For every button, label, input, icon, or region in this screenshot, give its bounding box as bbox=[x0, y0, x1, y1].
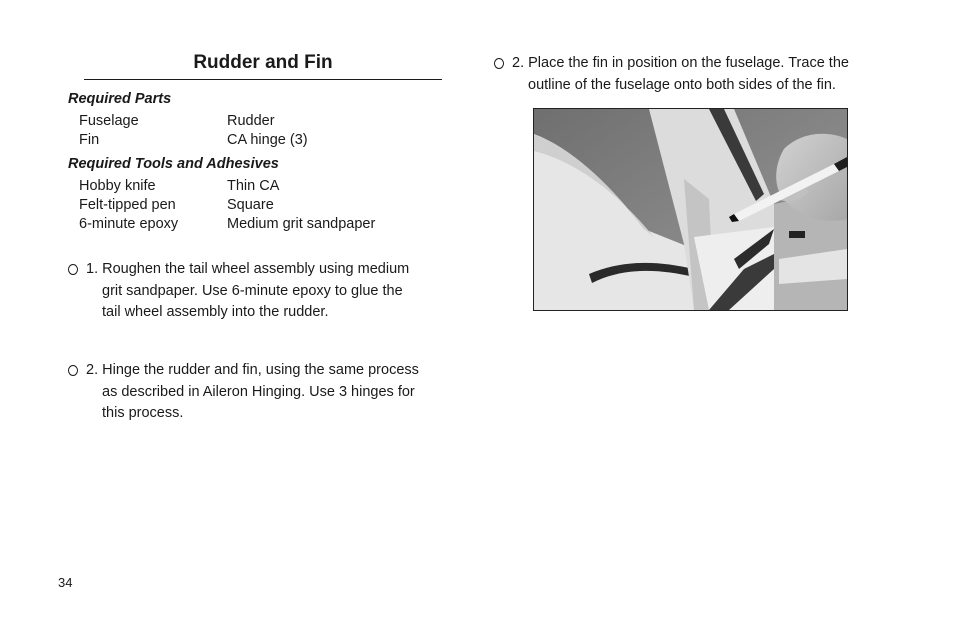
part-name: Rudder bbox=[227, 113, 275, 129]
step-text-line: tail wheel assembly into the rudder. bbox=[102, 304, 329, 320]
checkbox-circle-icon[interactable] bbox=[494, 58, 504, 69]
tool-name: 6-minute epoxy bbox=[79, 216, 179, 232]
step-trace-fuselage-outline bbox=[494, 53, 874, 97]
tool-name: Thin CA bbox=[227, 178, 280, 194]
checkbox-circle-icon[interactable] bbox=[68, 264, 78, 275]
required-parts-heading: Required Parts bbox=[68, 91, 172, 107]
page-number: 34 bbox=[58, 575, 73, 590]
tool-name: Felt-tipped pen bbox=[79, 197, 176, 213]
step-text-line: 1. Roughen the tail wheel assembly using medium bbox=[86, 261, 410, 277]
checkbox-circle-icon[interactable] bbox=[68, 365, 78, 376]
step-text-line: outline of the fuselage onto both sides of the fin. bbox=[528, 76, 836, 93]
title-divider bbox=[84, 79, 442, 80]
part-name: CA hinge (3) bbox=[227, 132, 308, 148]
tool-name: Medium grit sandpaper bbox=[227, 216, 376, 232]
tool-name: Hobby knife bbox=[79, 178, 156, 194]
fin-tracing-photo bbox=[533, 108, 848, 311]
step-text-line: 2. Hinge the rudder and fin, using the same process bbox=[86, 362, 419, 378]
step-roughen-tail-wheel bbox=[68, 259, 438, 325]
step-hinge-rudder-fin bbox=[68, 360, 443, 426]
step-text-line: grit sandpaper. Use 6-minute epoxy to glue the bbox=[102, 282, 403, 299]
photo-illustration bbox=[534, 109, 847, 310]
part-name: Fin bbox=[79, 132, 100, 148]
required-tools-heading: Required Tools and Adhesives bbox=[68, 156, 279, 172]
part-name: Fuselage bbox=[79, 113, 139, 129]
step-text-line: 2. Place the fin in position on the fuselage. Trace the bbox=[512, 55, 849, 71]
step-text-line: this process. bbox=[102, 405, 184, 421]
tool-name: Square bbox=[227, 197, 274, 213]
step-text-line: as described in Aileron Hinging. Use 3 hinges for bbox=[102, 383, 415, 400]
page-title: Rudder and Fin bbox=[193, 52, 333, 73]
